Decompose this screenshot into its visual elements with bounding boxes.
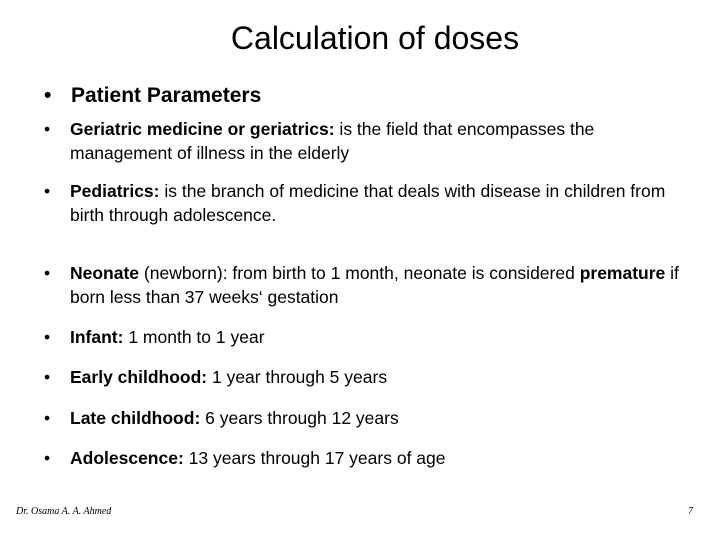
slide-title: Calculation of doses <box>230 20 520 56</box>
bullet-icon: • <box>44 408 51 428</box>
definition: 13 years through 17 years of age <box>183 448 446 468</box>
definition: 6 years through 12 years <box>200 408 399 428</box>
definition: 1 year through 5 years <box>207 367 388 387</box>
term: Early childhood: <box>70 367 208 387</box>
definition: (newborn): from birth to 1 month, neonate is considered <box>139 263 580 283</box>
list-item-adolescence <box>44 446 694 470</box>
list-item-early-childhood <box>44 365 694 389</box>
bullet-icon: • <box>44 327 51 347</box>
bullet-icon: • <box>44 448 51 468</box>
term: Neonate <box>70 263 140 283</box>
term-premature: premature <box>579 263 666 283</box>
bullet-icon: • <box>44 119 51 139</box>
definition: 1 month to 1 year <box>123 327 265 347</box>
term: Infant: <box>70 327 124 347</box>
term: Pediatrics: <box>70 181 160 201</box>
term: Adolescence: <box>70 448 184 468</box>
list-item-geriatrics <box>44 117 694 165</box>
list-item-neonate <box>44 261 694 309</box>
term: Late childhood: <box>70 408 201 428</box>
footer-author: Dr. Osama A. A. Ahmed <box>16 506 112 517</box>
bullet-icon: • <box>44 367 51 387</box>
term: Geriatric medicine or geriatrics: <box>70 119 335 139</box>
definition: is the field that encompasses the management of illness in the elderly <box>70 119 595 163</box>
main-bullet-label: Patient Parameters <box>71 84 262 107</box>
page-number: 7 <box>688 506 693 517</box>
definition: is the branch of medicine that deals with disease in children from birth through adolescence. <box>70 181 666 225</box>
list-item-pediatrics <box>44 179 694 227</box>
definition-continued: if born less than 37 weeks‘ gestation <box>70 263 679 307</box>
list-item-infant <box>44 325 694 349</box>
bullet-icon: • <box>44 181 51 201</box>
bullet-icon: • <box>44 263 51 283</box>
bullet-icon: • <box>44 84 52 107</box>
list-item-late-childhood <box>44 406 694 430</box>
